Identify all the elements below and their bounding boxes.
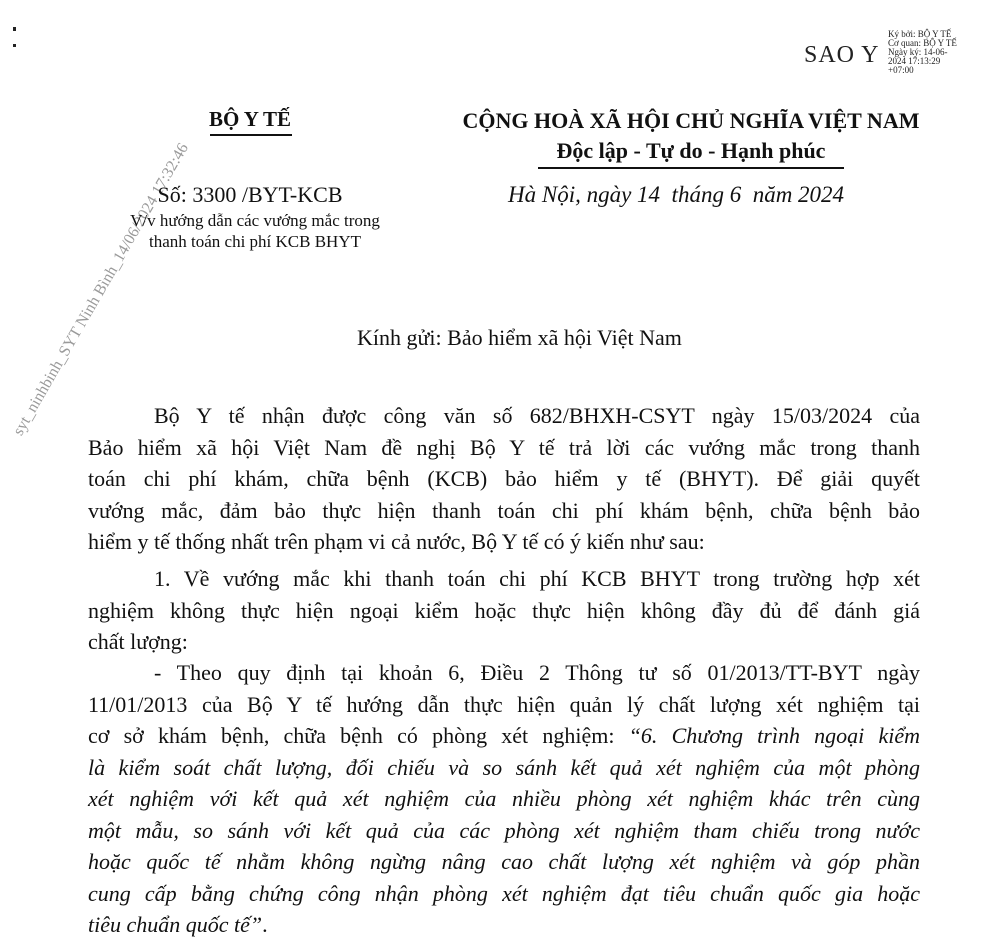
- national-title: CỘNG HOÀ XÃ HỘI CHỦ NGHĨA VIỆT NAM: [462, 108, 920, 133]
- quote-segment: “6. Chương trình ngoại kiểm: [628, 723, 920, 748]
- text-line: hiểm y tế thống nhất trên phạm vi cả nước, Bộ Y tế có ý kiến như sau:: [88, 529, 705, 554]
- quote-line: hoặc quốc tế nhằm không ngừng nâng cao chất lượng xét nghiệm và góp phần: [88, 849, 920, 874]
- text-line: chất lượng:: [88, 629, 188, 654]
- text-line: 11/01/2013 của Bộ Y tế hướng dẫn thực hiện quản lý chất lượng xét nghiệm tại: [88, 691, 920, 717]
- watermark: syt_ninhbinh_SYT Ninh Bình_14/06/2024 17:32:46: [10, 140, 192, 439]
- text-line-mixed: [88, 720, 920, 752]
- paragraph-regulation: [88, 657, 920, 941]
- signature-line: +07:00: [888, 65, 914, 75]
- signature-line: Ký bởi: BỘ Y TẾ: [888, 29, 952, 39]
- agency-name: BỘ Y TẾ: [208, 107, 292, 131]
- scan-mark: [13, 44, 16, 47]
- text-line: nghiệm không thực hiện ngoại kiểm hoặc thực hiện không đầy đủ để đánh giá: [88, 597, 920, 623]
- subject-line: thanh toán chi phí KCB BHYT: [148, 232, 361, 251]
- quote-line: một mẫu, so sánh với kết quả của các phòng xét nghiệm tham chiếu trong nước: [88, 817, 920, 843]
- text-line: Bộ Y tế nhận được công văn số 682/BHXH-CSYT ngày 15/03/2024 của: [154, 403, 920, 428]
- document-number: Số: 3300 /BYT-KCB: [157, 182, 343, 207]
- motto-underline: [538, 167, 844, 169]
- text-line: vướng mắc, đảm bảo thực hiện thanh toán chi phí khám bệnh, chữa bệnh bảo: [88, 497, 920, 523]
- signature-line: Ngày ký: 14-06-: [888, 47, 948, 57]
- quote-segment: tiêu chuẩn quốc tế”: [88, 912, 263, 937]
- text-line: toán chi phí khám, chữa bệnh (KCB) bảo hiểm y tế (BHYT). Để giải quyết: [88, 466, 920, 491]
- text-line: - Theo quy định tại khoản 6, Điều 2 Thông tư số 01/2013/TT-BYT ngày: [154, 660, 920, 685]
- national-motto: Độc lập - Tự do - Hạnh phúc: [556, 138, 826, 163]
- signature-line: 2024 17:13:29: [888, 56, 941, 66]
- quote-line-end: [88, 909, 920, 941]
- document-subject: [75, 210, 435, 252]
- quote-line: là kiểm soát chất lượng, đối chiếu và so sánh kết quả xét nghiệm của một phòng: [88, 754, 920, 780]
- text-line: Bảo hiểm xã hội Việt Nam đề nghị Bộ Y tế trả lời các vướng mắc trong thanh: [88, 434, 920, 460]
- agency-underline: [210, 134, 292, 136]
- quote-line: xét nghiệm với kết quả xét nghiệm của nhiều phòng xét nghiệm khác trên cùng: [88, 786, 920, 811]
- sao-y-stamp: SAO Y: [804, 42, 880, 68]
- quote-line: cung cấp bằng chứng công nhận phòng xét nghiệm đạt tiêu chuẩn quốc gia hoặc: [88, 880, 920, 906]
- paragraph-section-1: [88, 563, 920, 658]
- text-segment: cơ sở khám bệnh, chữa bệnh có phòng xét nghiệm:: [88, 723, 629, 748]
- place-date: Hà Nội, ngày 14 tháng 6 năm 2024: [508, 182, 845, 207]
- text-line: 1. Về vướng mắc khi thanh toán chi phí KCB BHYT trong trường hợp xét: [154, 566, 920, 591]
- text-segment: .: [262, 912, 268, 937]
- subject-line: V/v hướng dẫn các vướng mắc trong: [130, 211, 380, 230]
- digital-signature-info: [888, 30, 988, 75]
- signature-line: Cơ quan: BỘ Y TẾ: [888, 38, 957, 48]
- recipient: Kính gửi: Bảo hiểm xã hội Việt Nam: [357, 325, 682, 350]
- paragraph-intro: [88, 400, 920, 558]
- scan-mark: [13, 27, 16, 31]
